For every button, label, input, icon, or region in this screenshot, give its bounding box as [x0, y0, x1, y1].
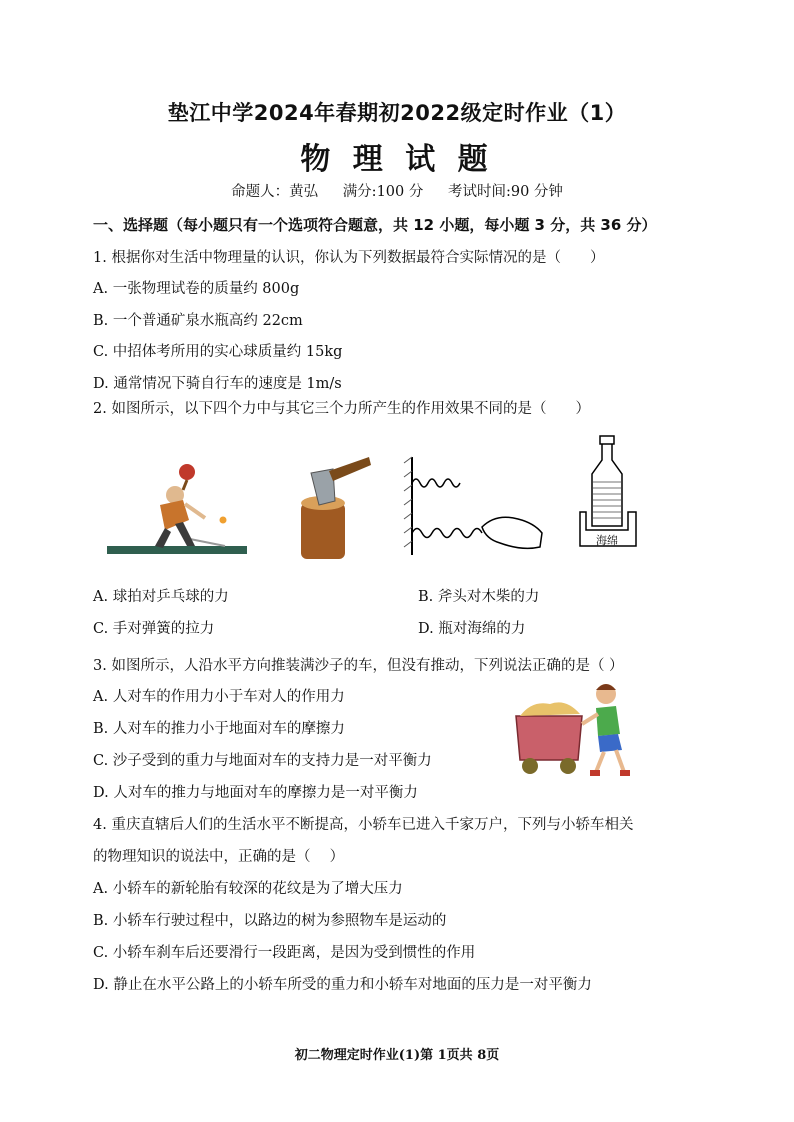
- cart-icon: [516, 716, 582, 760]
- q1-option-c: C. 中招体考所用的实心球质量约 15kg: [93, 344, 343, 360]
- q3-option-c: C. 沙子受到的重力与地面对车的支持力是一对平衡力: [93, 753, 432, 769]
- q2-option-d: D. 瓶对海绵的力: [418, 621, 526, 637]
- exam-full-score: 满分:100 分: [342, 184, 424, 200]
- q4-stem-line2: 的物理知识的说法中，正确的是（ ）: [93, 849, 345, 865]
- spring-icon: [412, 479, 460, 487]
- q2-option-c: C. 手对弹簧的拉力: [93, 621, 215, 637]
- paddle-icon: [179, 464, 195, 480]
- q3-option-d: D. 人对车的推力与地面对车的摩擦力是一对平衡力: [93, 785, 418, 801]
- q2-option-a: A. 球拍对乒乓球的力: [93, 589, 229, 605]
- q1-option-a: A. 一张物理试卷的质量约 800g: [93, 281, 300, 297]
- q3-stem: 3. 如图所示，人沿水平方向推装满沙子的车，但没有推动，下列说法正确的是（ ）: [93, 658, 624, 674]
- q1-stem: 1. 根据你对生活中物理量的认识，你认为下列数据最符合实际情况的是（ ）: [93, 250, 605, 266]
- q4-option-b: B. 小轿车行驶过程中，以路边的树为参照物车是运动的: [93, 913, 447, 929]
- exam-author: 命题人：黄弘: [231, 184, 319, 200]
- section-heading: 一、选择题（每小题只有一个选项符合题意，共 12 小题，每小题 3 分，共 36 分）: [93, 216, 657, 234]
- q3-option-b: B. 人对车的推力小于地面对车的摩擦力: [93, 721, 345, 737]
- q4-option-c: C. 小轿车刹车后还要滑行一段距离，是因为受到惯性的作用: [93, 945, 476, 961]
- spring-stretched-icon: [412, 529, 482, 538]
- axe-wood-figure: [283, 455, 373, 565]
- table-tennis-figure: [105, 460, 250, 560]
- q2-option-b: B. 斧头对木柴的力: [418, 589, 540, 605]
- q4-option-d: D. 静止在水平公路上的小轿车所受的重力和小轿车对地面的压力是一对平衡力: [93, 977, 592, 993]
- exam-title: 垫江中学2024年春期初2022级定时作业（1）: [167, 101, 627, 125]
- q3-option-a: A. 人对车的作用力小于车对人的作用力: [93, 689, 345, 705]
- exam-meta: [0, 180, 794, 201]
- hand-icon: [482, 517, 542, 548]
- q1-option-d: D. 通常情况下骑自行车的速度是 1m/s: [93, 376, 342, 392]
- spring-hand-figure: [400, 455, 550, 560]
- q4-stem-line1: 4. 重庆直辖后人们的生活水平不断提高，小轿车已进入千家万户，下列与小轿车相关: [93, 817, 634, 833]
- exam-time: 考试时间:90 分钟: [447, 184, 563, 200]
- exam-subtitle: 物 理 试 题: [300, 142, 494, 177]
- q2-stem: 2. 如图所示，以下四个力中与其它三个力所产生的作用效果不同的是（ ）: [93, 401, 590, 417]
- q1-option-b: B. 一个普通矿泉水瓶高约 22cm: [93, 313, 303, 329]
- bottle-icon: [592, 444, 622, 526]
- page-footer: 初二物理定时作业(1)第 1页共 8页: [294, 1048, 500, 1063]
- sponge-label: 海绵: [596, 534, 618, 547]
- push-cart-figure: [512, 680, 652, 780]
- q4-option-a: A. 小轿车的新轮胎有较深的花纹是为了增大压力: [93, 881, 403, 897]
- ball-icon: [220, 517, 227, 524]
